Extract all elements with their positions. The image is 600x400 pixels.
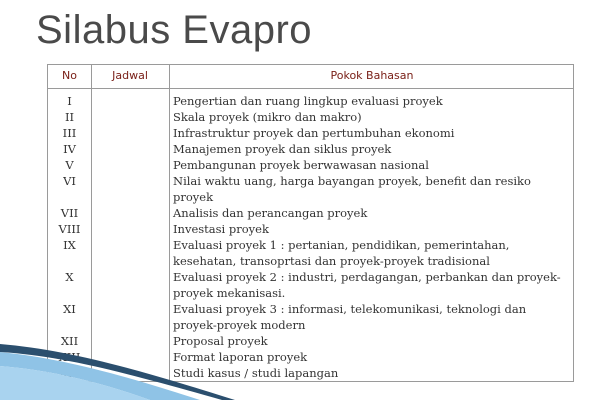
row-number: IX [63,238,76,252]
row-topic: Skala proyek (mikro dan makro) [173,110,362,124]
row-topic: Evaluasi proyek 3 : informasi, telekomunikasi, teknologi dan proyek-proyek modern [173,302,527,332]
row-topic: Nilai waktu uang, harga bayangan proyek, benefit dan resiko proyek [173,174,531,204]
row-number: I [67,94,72,108]
row-topic: Pengertian dan ruang lingkup evaluasi proyek [173,94,443,108]
row-topic: Proposal proyek [173,334,268,348]
row-number: VI [63,174,76,188]
row-topic: Manajemen proyek dan siklus proyek [173,142,392,156]
decorative-swoosh [0,330,240,400]
header-pokok-bahasan: Pokok Bahasan [330,69,414,82]
page-title: Silabus Evapro [36,8,313,52]
row-number: V [65,158,74,172]
row-topic: Format laporan proyek [173,350,308,364]
row-topic: Infrastruktur proyek dan pertumbuhan ekonomi [173,126,455,140]
row-number: X [65,270,74,284]
row-number: II [64,110,75,124]
row-number: VII [60,206,79,220]
header-jadwal: Jadwal [112,69,148,82]
row-number: IV [63,142,76,156]
row-number: XI [63,302,76,316]
row-topic: Studi kasus / studi lapangan [173,366,339,380]
row-number: III [62,126,77,140]
row-topic: Evaluasi proyek 2 : industri, perdagangan, perbankan dan proyek-proyek mekanisasi. [173,270,561,300]
row-number: XII [60,334,79,348]
row-number: VIII [58,222,81,236]
row-topic: Pembangunan proyek berwawasan nasional [173,158,429,172]
table-header [48,65,573,89]
row-topic: Analisis dan perancangan proyek [173,206,368,220]
row-topic: Evaluasi proyek 1 : pertanian, pendidikan, pemerintahan, kesehatan, transoprtasi dan proyek-proyek tradisional [173,238,510,268]
header-no: No [62,69,77,82]
row-topic: Investasi proyek [173,222,269,236]
